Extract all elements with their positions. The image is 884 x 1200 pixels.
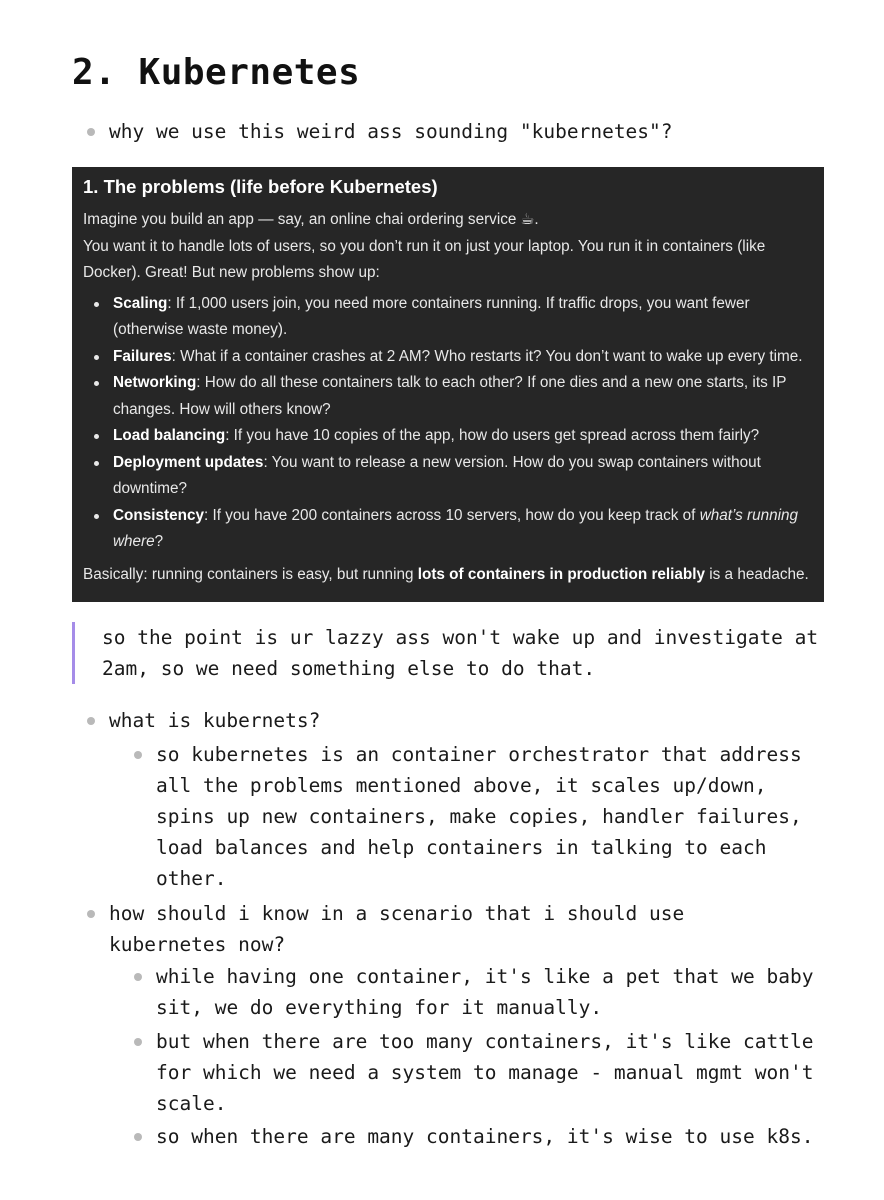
list-item-why: why we use this weird ass sounding "kubernetes"?	[109, 116, 849, 147]
embedded-screenshot	[72, 167, 824, 602]
screenshot-problem-list	[83, 291, 814, 556]
screenshot-intro-2: You want it to handle lots of users, so you don’t run it on just your laptop. You run it in containers (like Docker). Great! But new problems show up:	[83, 237, 766, 281]
problem-item-scaling: Scaling: If 1,000 users join, you need more containers running. If traffic drops, you want fewer (otherwise waste money).	[113, 291, 814, 344]
screenshot-summary: Basically: running containers is easy, but running lots of containers in production reliably is a headache.	[83, 565, 809, 583]
problem-item-load-balancing: Load balancing: If you have 10 copies of the app, how do users get spread across them fairly?	[113, 423, 814, 450]
list-item-when-answer: so when there are many containers, it's wise to use k8s.	[156, 1121, 836, 1152]
screenshot-heading: 1. The problems (life before Kubernetes)	[83, 176, 438, 197]
list-item-when-answer: but when there are too many containers, it's like cattle for which we need a system to manage - manual mgmt won't scale.	[156, 1026, 836, 1119]
blockquote: so the point is ur lazzy ass won't wake up and investigate at 2am, so we need something else to do that.	[72, 622, 862, 684]
problem-item-deployment-updates: Deployment updates: You want to release a new version. How do you swap containers without downtime?	[113, 450, 814, 503]
page-title: 2. Kubernetes	[72, 52, 361, 93]
list-item-when: how should i know in a scenario that i should use kubernetes now?	[109, 898, 809, 960]
problem-item-networking: Networking: How do all these containers talk to each other? If one dies and a new one starts, its IP changes. How will others know?	[113, 370, 814, 423]
problem-item-failures: Failures: What if a container crashes at 2 AM? Who restarts it? You don’t want to wake up every time.	[113, 344, 814, 371]
list-item-what-answer: so kubernetes is an container orchestrator that address all the problems mentioned above, it scales up/down, spins up new containers, make copies, handler failures, load balances and help containers in talking to each other.	[156, 739, 836, 894]
problem-item-consistency: Consistency: If you have 200 containers across 10 servers, how do you keep track of what’s running where?	[113, 503, 814, 556]
screenshot-intro-1: Imagine you build an app — say, an online chai ordering service ☕.	[83, 211, 539, 228]
list-item-when-answer: while having one container, it's like a pet that we baby sit, we do everything for it manually.	[156, 961, 836, 1023]
list-item-what: what is kubernets?	[109, 705, 849, 736]
